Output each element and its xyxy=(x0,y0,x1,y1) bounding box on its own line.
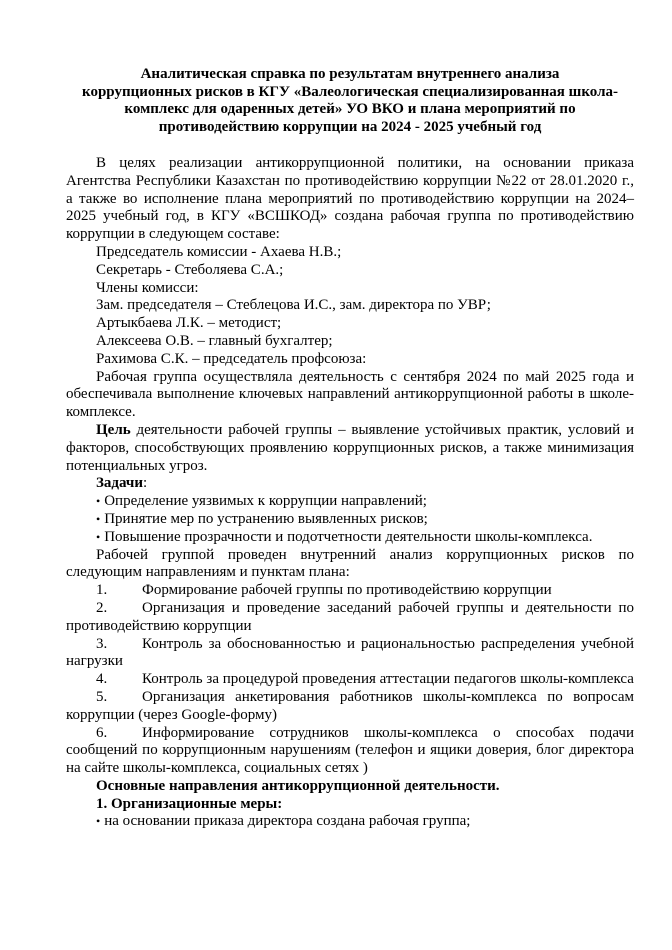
member-deputy: Зам. председателя – Стеблецова И.С., зам. директора по УВР; xyxy=(96,297,491,314)
plan-item xyxy=(66,636,634,672)
tasks-heading xyxy=(66,475,634,493)
plan-item xyxy=(66,600,634,636)
document-title xyxy=(66,66,634,136)
period-paragraph: Рабочая группа осуществляла деятельность с сентября 2024 по май 2025 года и обеспечивала выполнение ключевых направлений антикоррупционной работы в школе-комплексе. xyxy=(66,368,634,421)
plan-item xyxy=(66,689,634,725)
intro-paragraph: В целях реализации антикоррупционной политики, на основании приказа Агентства Республики Казахстан по противодействию коррупции №22 от 28.01.2020 г., а также во исполнение плана мероприятий по противодействию коррупции на 2024–2025 учебный год, в КГУ «ВСШКОД» создана рабочая группа по противодействию коррупции в следующем составе: xyxy=(66,155,634,243)
list-item xyxy=(66,493,634,511)
plan-item-text: Организация и проведение заседаний рабочей группы и деятельности по противодействию коррупции xyxy=(66,599,634,634)
members-label: Члены комисси: xyxy=(96,279,199,296)
goal-paragraph xyxy=(66,422,634,475)
bullet-icon: • xyxy=(96,511,101,526)
plan-item-text: Информирование сотрудников школы-комплекса о способах подачи сообщений по коррупционным нарушениям (телефон и ящики доверия, блог директора на сайте школы-комплекса, социальных сетях ) xyxy=(66,724,634,777)
tasks-colon: : xyxy=(143,475,148,492)
tasks-label: Задачи xyxy=(96,475,144,492)
title-line: коррупционных рисков в КГУ «Валеологическая специализированная школа- xyxy=(82,83,618,100)
bullet-icon: • xyxy=(96,814,101,829)
list-item-text: Повышение прозрачности и подотчетности деятельности школы-комплекса. xyxy=(104,528,593,545)
goal-label: Цель xyxy=(96,421,131,438)
document-body xyxy=(66,155,634,831)
plan-item-number: 4. xyxy=(96,671,108,688)
member-item: Алексеева О.В. – главный бухгалтер; xyxy=(96,332,333,349)
plan-item-text: Организация анкетирования работников школы-комплекса по вопросам коррупции (через Google-форму) xyxy=(66,688,634,723)
list-item xyxy=(66,813,634,831)
plan-item-number: 6. xyxy=(96,724,108,741)
list-item-text: на основании приказа директора создана рабочая группа; xyxy=(104,813,471,830)
plan-item xyxy=(66,671,634,689)
title-line: комплекс для одаренных детей» УО ВКО и плана мероприятий по xyxy=(124,101,576,117)
list-item-text: Определение уязвимых к коррупции направлений; xyxy=(104,493,427,510)
bullet-icon: • xyxy=(96,529,101,544)
analysis-intro: Рабочей группой проведен внутренний анализ коррупционных рисков по следующим направлениям и пунктам плана: xyxy=(66,546,634,581)
list-item xyxy=(66,529,634,547)
bullet-icon: • xyxy=(96,494,101,509)
title-line: Аналитическая справка по результатам внутреннего анализа xyxy=(140,66,560,82)
plan-item-text: Контроль за обоснованностью и рациональностью распределения учебной нагрузки xyxy=(66,635,634,670)
list-item-text: Принятие мер по устранению выявленных рисков; xyxy=(104,510,428,527)
plan-item-number: 3. xyxy=(96,635,108,652)
title-line: противодействию коррупции на 2024 - 2025 учебный год xyxy=(158,118,542,135)
member-chair: Председатель комиссии - Ахаева Н.В.; xyxy=(96,243,342,260)
plan-item-number: 2. xyxy=(96,599,108,616)
member-item: Артыкбаева Л.К. – методист; xyxy=(96,315,282,332)
list-item xyxy=(66,511,634,529)
plan-item-text: Формирование рабочей группы по противодействию коррупции xyxy=(142,582,552,599)
plan-item-number: 5. xyxy=(96,688,108,705)
section-heading: 1. Организационные меры: xyxy=(96,795,283,812)
member-item: Рахимова С.К. – председатель профсоюза: xyxy=(96,350,367,367)
plan-item-number: 1. xyxy=(96,582,108,599)
goal-text: деятельности рабочей группы – выявление устойчивых практик, условий и факторов, способствующих проявлению коррупционных рисков, а также минимизация потенциальных угроз. xyxy=(66,421,634,474)
plan-item xyxy=(66,582,634,600)
plan-item-text: Контроль за процедурой проведения аттестации педагогов школы-комплекса xyxy=(142,671,634,688)
plan-item xyxy=(66,725,634,778)
main-heading: Основные направления антикоррупционной деятельности. xyxy=(96,777,500,794)
member-secretary: Секретарь - Стеболяева С.А.; xyxy=(96,261,284,278)
